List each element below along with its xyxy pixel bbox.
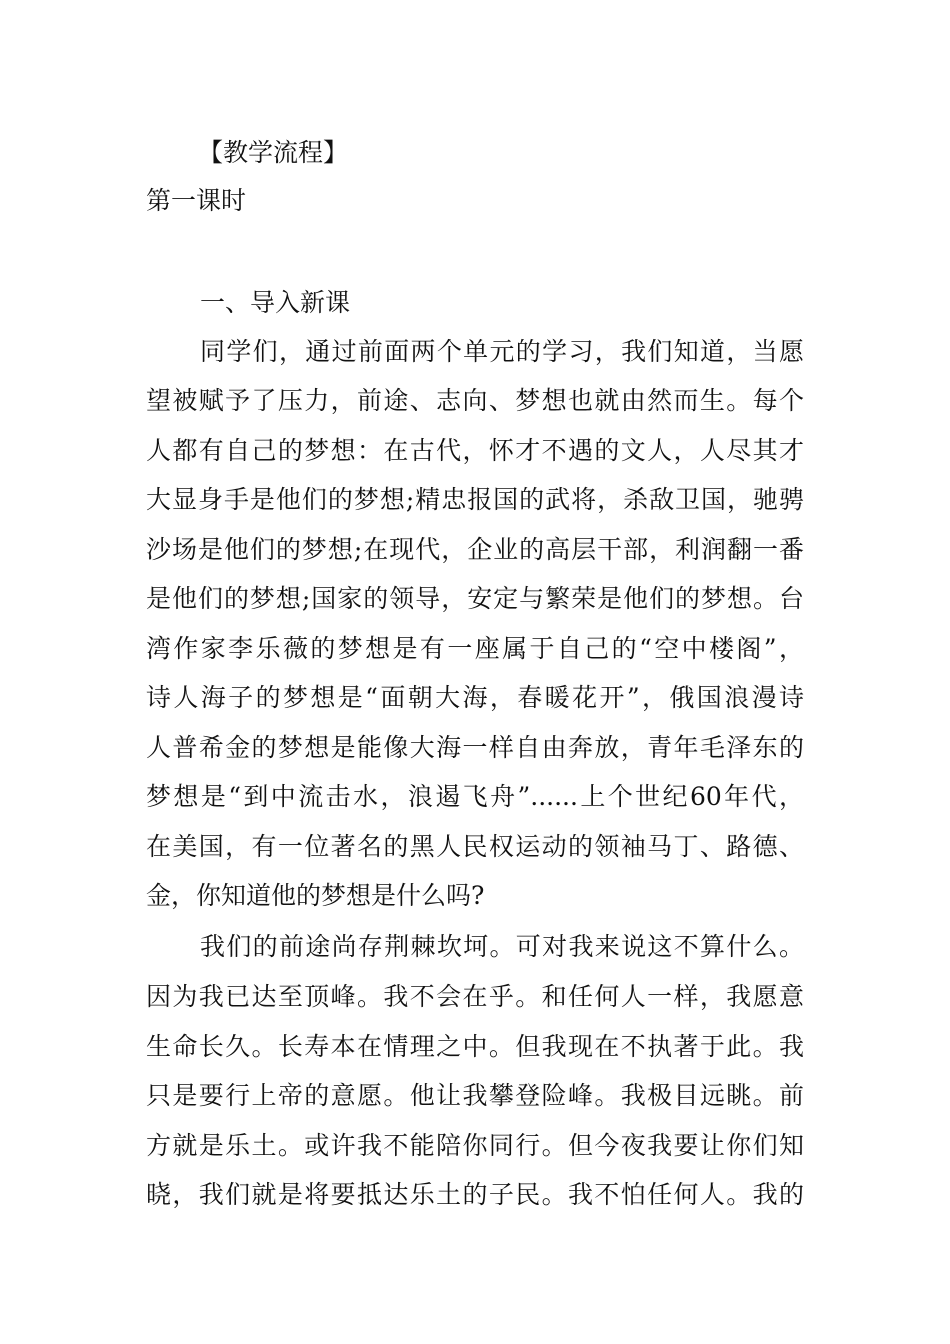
paragraph2-line: 我们的前途尚存荆棘坎坷。可对我来说这不算什么。 (200, 932, 804, 961)
paragraph1-line: 是他们的梦想;国家的领导，安定与繁荣是他们的梦想。台 (146, 584, 804, 613)
section-heading: 【教学流程】 (198, 138, 349, 167)
paragraph1-line: 大显身手是他们的梦想;精忠报国的武将，杀敌卫国，驰骋 (146, 485, 804, 514)
paragraph1-line: 梦想是“到中流击水，浪遏飞舟”......上个世纪60年代， (146, 782, 804, 811)
paragraph1-line: 沙场是他们的梦想;在现代，企业的高层干部，利润翻一番 (146, 535, 804, 564)
paragraph2-line: 因为我已达至顶峰。我不会在乎。和任何人一样，我愿意 (146, 982, 804, 1011)
paragraph2-line: 生命长久。长寿本在情理之中。但我现在不执著于此。我 (146, 1032, 804, 1061)
paragraph2-line: 只是要行上帝的意愿。他让我攀登险峰。我极目远眺。前 (146, 1081, 804, 1110)
paragraph2-line: 方就是乐土。或许我不能陪你同行。但今夜我要让你们知 (146, 1131, 804, 1160)
paragraph1-line: 诗人海子的梦想是“面朝大海，春暖花开”，俄国浪漫诗 (146, 683, 804, 712)
paragraph1-line: 湾作家李乐薇的梦想是有一座属于自己的“空中楼阁”， (146, 634, 804, 663)
paragraph1-line: 同学们，通过前面两个单元的学习，我们知道，当愿 (200, 337, 804, 366)
lesson-title: 第一课时 (146, 186, 247, 215)
paragraph1-line: 人普希金的梦想是能像大海一样自由奔放，青年毛泽东的 (146, 733, 804, 762)
paragraph1-line: 金，你知道他的梦想是什么吗? (146, 881, 485, 910)
subheading: 一、导入新课 (200, 288, 351, 317)
paragraph1-line: 望被赋予了压力，前途、志向、梦想也就由然而生。每个 (146, 386, 804, 415)
paragraph1-line: 人都有自己的梦想：在古代，怀才不遇的文人，人尽其才 (146, 436, 804, 465)
paragraph2-line: 晓，我们就是将要抵达乐土的子民。我不怕任何人。我的 (146, 1180, 804, 1209)
paragraph1-line: 在美国，有一位著名的黑人民权运动的领袖马丁、路德、 (146, 832, 804, 861)
